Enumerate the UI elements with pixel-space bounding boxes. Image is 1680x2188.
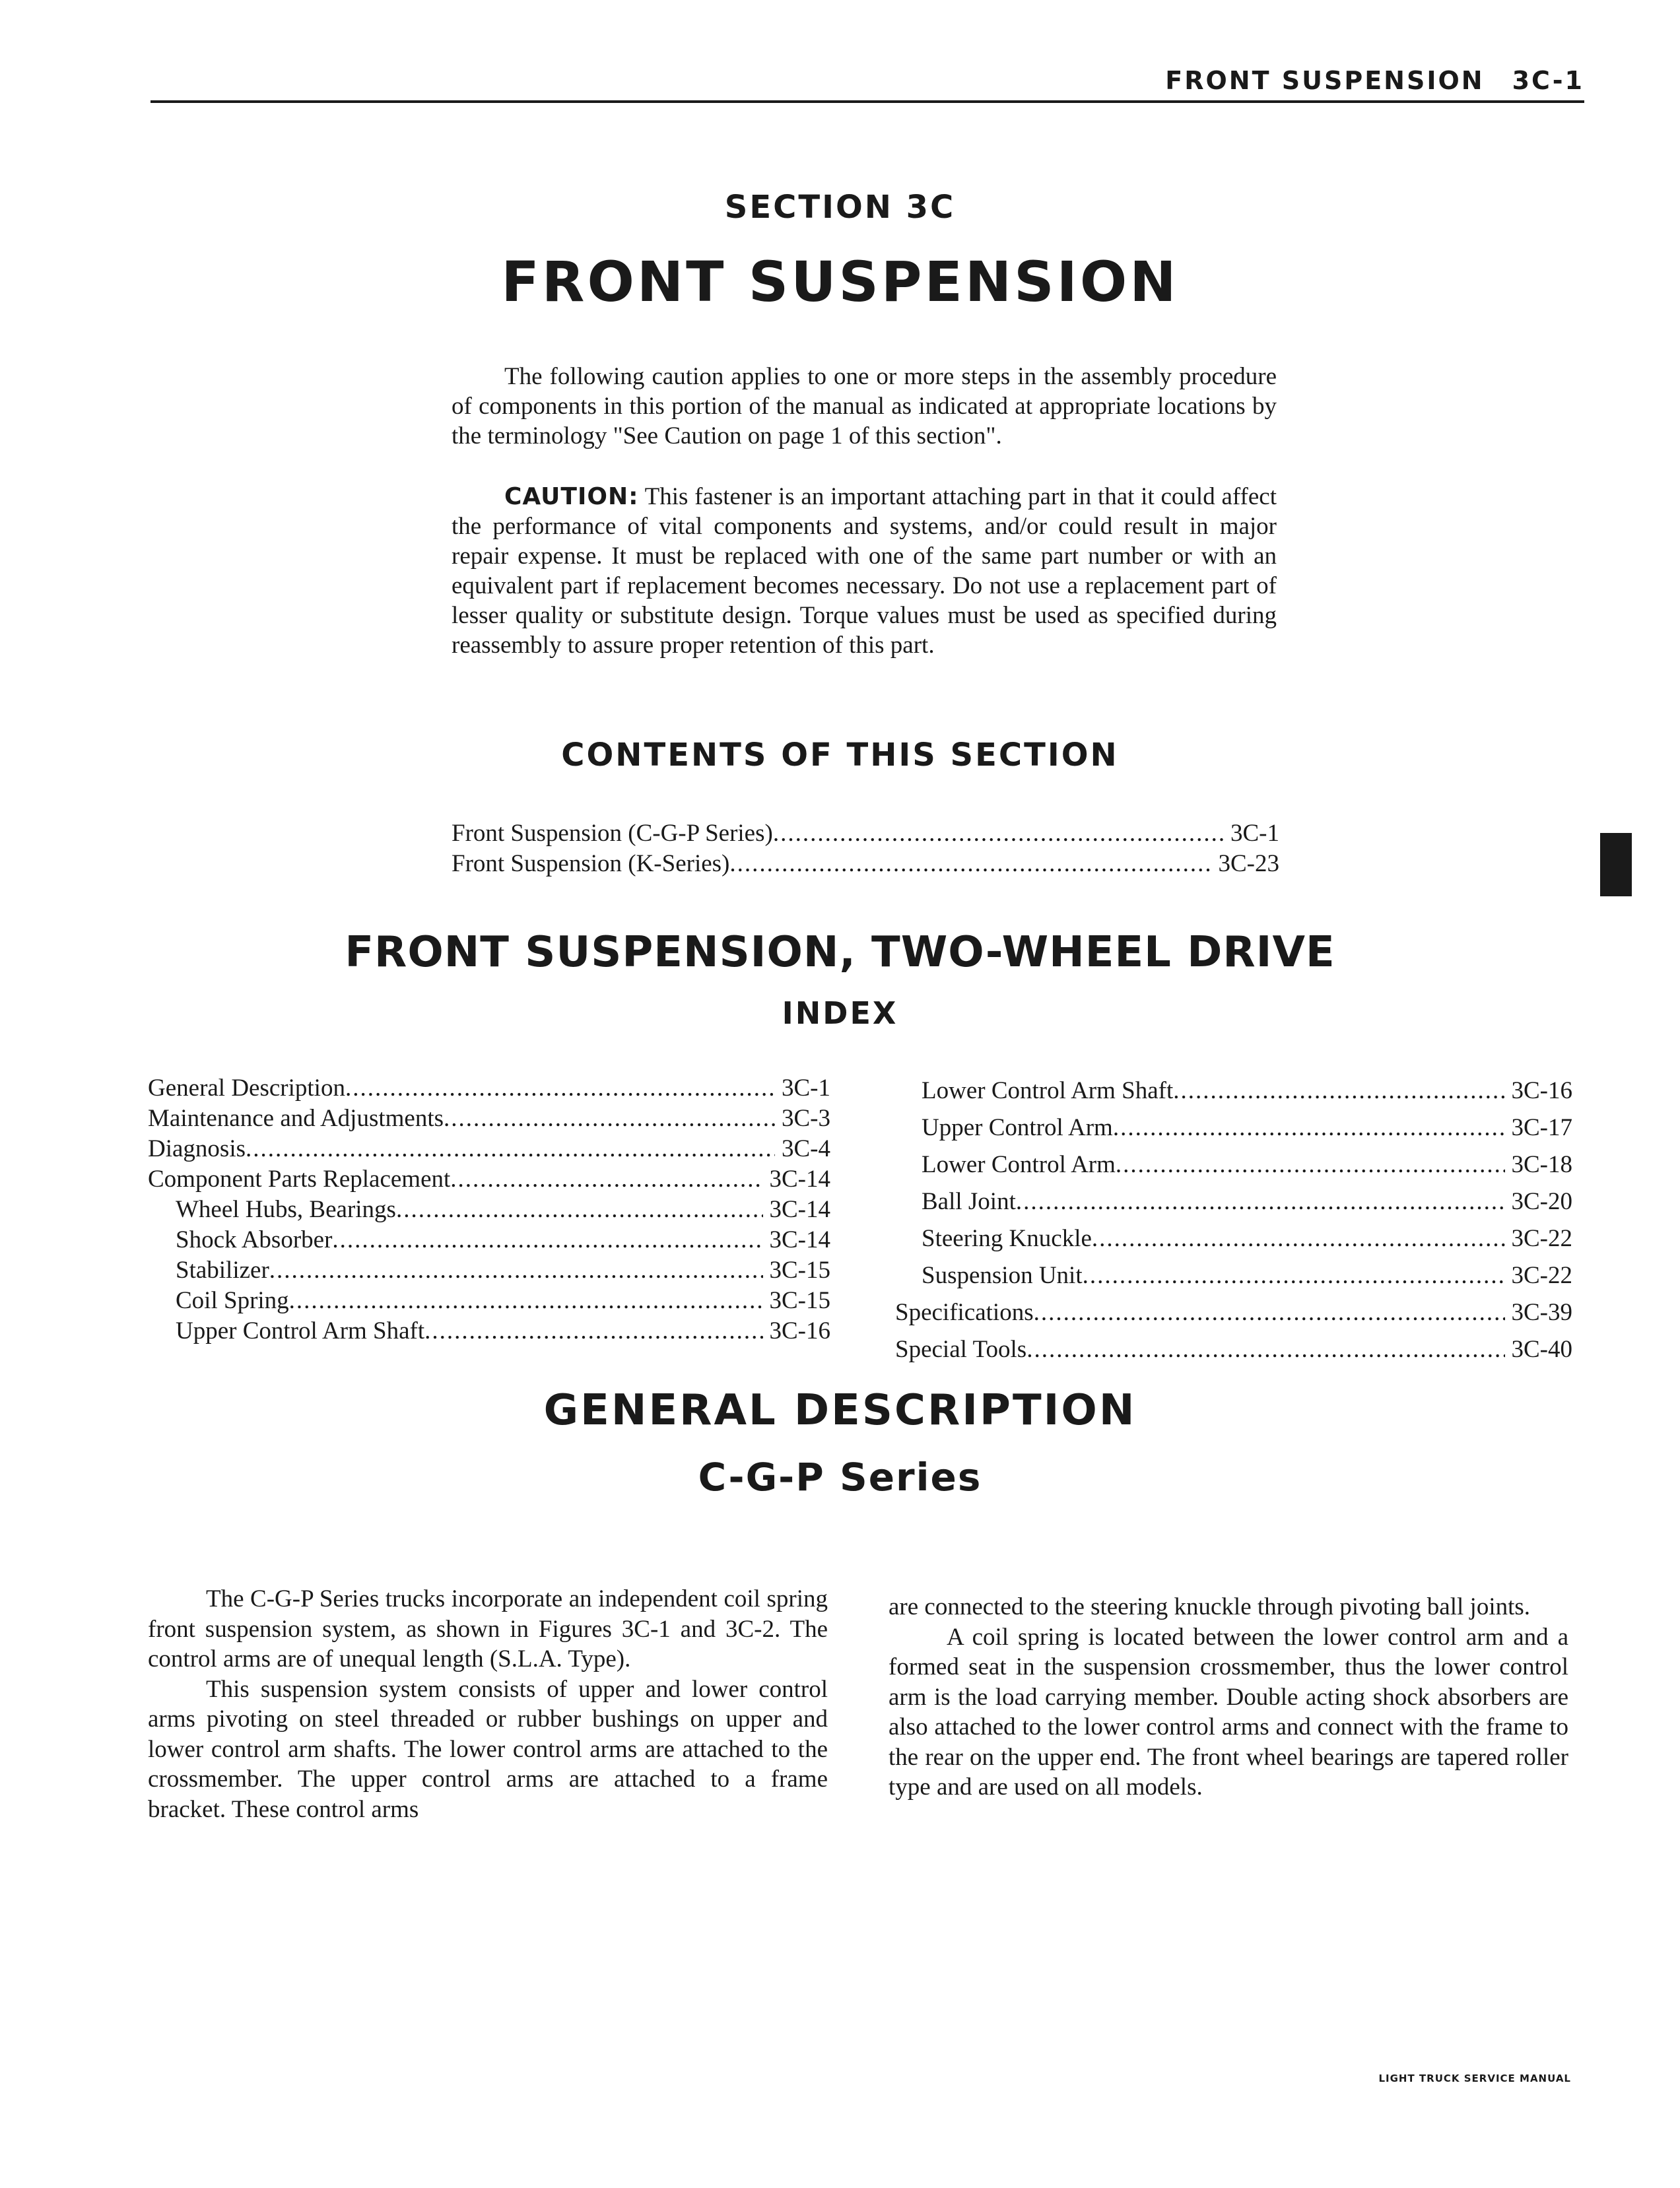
two-wheel-drive-title: FRONT SUSPENSION, TWO-WHEEL DRIVE: [345, 928, 1335, 977]
index-item-label: Steering Knuckle: [922, 1225, 1092, 1252]
index-item-page: 3C-39: [1511, 1299, 1572, 1326]
series-subtitle: C-G-P Series: [698, 1455, 982, 1500]
running-title: FRONT SUSPENSION: [1165, 66, 1485, 95]
index-item[interactable]: [148, 1073, 830, 1104]
index-item-label: Lower Control Arm Shaft: [922, 1077, 1174, 1104]
index-item[interactable]: [922, 1224, 1572, 1254]
contents-item-label: Front Suspension (K-Series): [452, 850, 730, 877]
leader-dots: [1092, 1224, 1505, 1254]
index-item-page: 3C-14: [769, 1166, 830, 1193]
index-title: INDEX: [782, 995, 898, 1031]
index-item-page: 3C-40: [1511, 1336, 1572, 1363]
index-item-page: 3C-17: [1511, 1114, 1572, 1141]
index-item[interactable]: [895, 1298, 1572, 1328]
index-item-page: 3C-22: [1511, 1262, 1572, 1289]
index-item-page: 3C-1: [782, 1075, 830, 1102]
index-item[interactable]: [922, 1150, 1572, 1180]
index-item-label: Ball Joint: [922, 1188, 1016, 1215]
footer-manual-title: LIGHT TRUCK SERVICE MANUAL: [1378, 2072, 1571, 2084]
index-item-page: 3C-3: [782, 1105, 830, 1132]
body-paragraph-continued: are connected to the steering knuckle through pivoting ball joints.: [889, 1593, 1531, 1620]
contents-title: CONTENTS OF THIS SECTION: [561, 737, 1119, 774]
index-item[interactable]: [148, 1164, 830, 1195]
index-item-label: Specifications: [895, 1299, 1034, 1326]
index-item[interactable]: [922, 1113, 1572, 1143]
section-number: SECTION 3C: [724, 189, 956, 226]
index-item[interactable]: [176, 1316, 830, 1346]
index-item-page: 3C-14: [769, 1226, 830, 1253]
body-paragraph: The C-G-P Series trucks incorporate an independent coil spring front suspension system, as shown in Figures 3C-1 and 3C-2. The control arms are of unequal length (S.L.A. Type).: [148, 1585, 828, 1673]
leader-dots: [332, 1225, 762, 1255]
index-item[interactable]: [176, 1225, 830, 1255]
caution-label: CAUTION:: [504, 483, 639, 510]
index-item[interactable]: [922, 1187, 1572, 1217]
index-item-label: Upper Control Arm: [922, 1114, 1113, 1141]
index-item-label: Maintenance and Adjustments: [148, 1105, 444, 1132]
index-item-label: Diagnosis: [148, 1135, 246, 1162]
contents-item-page: 3C-23: [1218, 850, 1279, 877]
caution-intro-text: The following caution applies to one or more steps in the assembly procedure of components in this portion of the manual as indicated at appropriate locations by the terminology "See Caution on page 1 of this section".: [452, 363, 1277, 449]
leader-dots: [1034, 1298, 1505, 1328]
index-item-page: 3C-18: [1511, 1151, 1572, 1178]
index-item-label: General Description: [148, 1075, 345, 1102]
leader-dots: [1113, 1113, 1505, 1143]
index-item[interactable]: [176, 1286, 830, 1316]
index-item-label: Stabilizer: [176, 1257, 269, 1284]
index-item-page: 3C-15: [769, 1257, 830, 1284]
leader-dots: [269, 1255, 763, 1286]
contents-item-page: 3C-1: [1230, 820, 1279, 847]
index-item[interactable]: [176, 1195, 830, 1225]
index-item-page: 3C-22: [1511, 1225, 1572, 1252]
index-item-label: Special Tools: [895, 1336, 1027, 1363]
index-item-label: Suspension Unit: [922, 1262, 1083, 1289]
leader-dots: [246, 1134, 775, 1164]
running-header: [1162, 66, 1584, 95]
index-item[interactable]: [922, 1076, 1572, 1106]
contents-item[interactable]: [452, 849, 1279, 879]
index-item-page: 3C-4: [782, 1135, 830, 1162]
leader-dots: [1083, 1261, 1505, 1291]
body-paragraph: A coil spring is located between the lower control arm and a formed seat in the suspension crossmember, thus the lower control arm is the load carrying member. Double acting shock absorbers are also attached to the lower control arms and connect with the frame to the rear on the upper end. The front wheel bearings are tapered roller type and are used on all models.: [889, 1623, 1568, 1801]
caution-paragraph: [452, 482, 1277, 660]
body-column-right: [889, 1592, 1568, 1803]
leader-dots: [773, 818, 1224, 849]
index-item-page: 3C-20: [1511, 1188, 1572, 1215]
section-thumb-tab: [1600, 833, 1632, 896]
body-column-left: [148, 1584, 828, 1824]
leader-dots: [1026, 1335, 1504, 1365]
index-item-label: Upper Control Arm Shaft: [176, 1317, 425, 1344]
page-number: 3C-1: [1512, 66, 1584, 95]
contents-item-label: Front Suspension (C-G-P Series): [452, 820, 773, 847]
index-item-page: 3C-15: [769, 1287, 830, 1314]
contents-item[interactable]: [452, 818, 1279, 849]
caution-intro: [452, 362, 1277, 451]
index-item-label: Wheel Hubs, Bearings: [176, 1196, 396, 1223]
caution-text: This fastener is an important attaching part in that it could affect the performance of vital components and systems, and/or could result in major repair expense. It must be replaced with one of the same part number or with an equivalent part if replacement becomes necessary. Do not use a replacement part of lesser quality or substitute design. Torque values must be used as specified during reassembly to assure proper retention of this part.: [452, 483, 1277, 659]
header-rule: [151, 100, 1584, 103]
leader-dots: [345, 1073, 775, 1104]
leader-dots: [1116, 1150, 1505, 1180]
leader-dots: [1016, 1187, 1505, 1217]
index-item[interactable]: [922, 1261, 1572, 1291]
index-item[interactable]: [148, 1134, 830, 1164]
leader-dots: [1173, 1076, 1504, 1106]
index-item[interactable]: [895, 1335, 1572, 1365]
index-item-page: 3C-16: [1511, 1077, 1572, 1104]
leader-dots: [444, 1104, 775, 1134]
index-item-label: Component Parts Replacement: [148, 1166, 451, 1193]
index-item[interactable]: [176, 1255, 830, 1286]
leader-dots: [424, 1316, 762, 1346]
leader-dots: [289, 1286, 763, 1316]
section-title: FRONT SUSPENSION: [501, 249, 1179, 314]
index-item[interactable]: [148, 1104, 830, 1134]
index-item-label: Coil Spring: [176, 1287, 289, 1314]
leader-dots: [450, 1164, 762, 1195]
general-description-title: GENERAL DESCRIPTION: [543, 1386, 1137, 1435]
index-item-label: Lower Control Arm: [922, 1151, 1116, 1178]
leader-dots: [729, 849, 1211, 879]
body-paragraph: This suspension system consists of upper and lower control arms pivoting on steel threaded or rubber bushings on upper and lower control arm shafts. The lower control arms are attached to the crossmember. The upper control arms are attached to a frame bracket. These control arms: [148, 1675, 828, 1823]
index-item-page: 3C-14: [769, 1196, 830, 1223]
leader-dots: [396, 1195, 763, 1225]
index-item-page: 3C-16: [769, 1317, 830, 1344]
index-item-label: Shock Absorber: [176, 1226, 333, 1253]
